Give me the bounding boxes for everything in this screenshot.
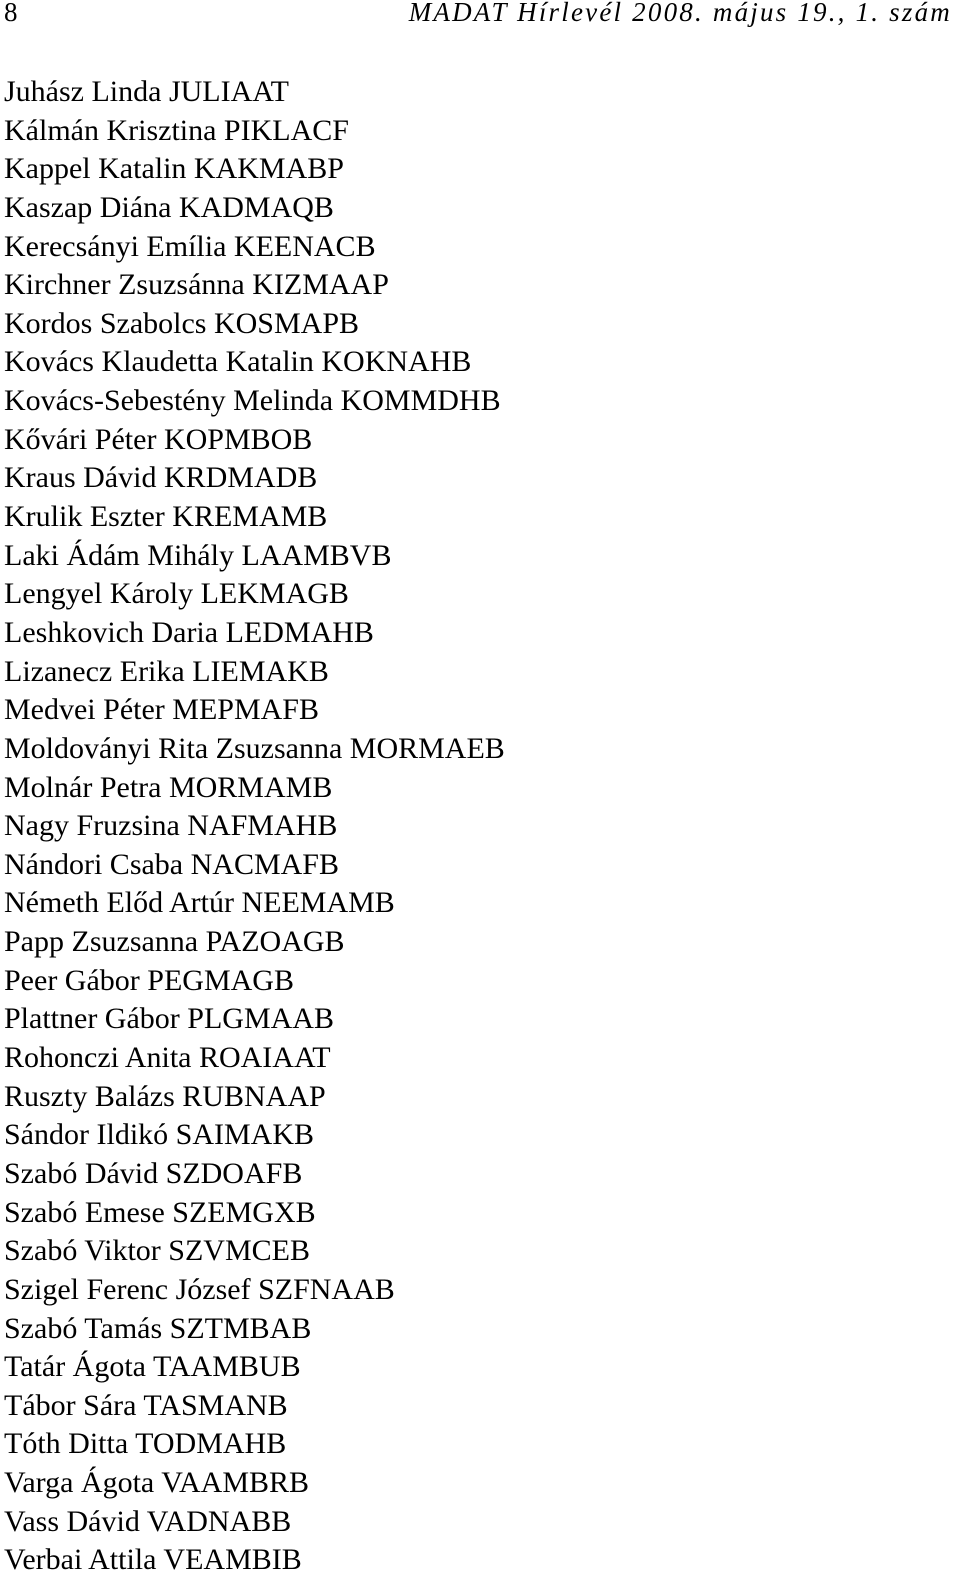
list-item: Kirchner Zsuzsánna KIZMAAP — [4, 268, 389, 302]
list-item: Plattner Gábor PLGMAAB — [4, 1002, 334, 1036]
list-item: Kálmán Krisztina PIKLACF — [4, 113, 349, 147]
list-item: Tóth Ditta TODMAHB — [4, 1427, 287, 1461]
page-header — [0, 0, 960, 30]
list-item: Ruszty Balázs RUBNAAP — [4, 1079, 326, 1113]
list-item: Kerecsányi Emília KEENACB — [4, 229, 376, 263]
running-title: MADAT Hírlevél 2008. május 19., 1. szám — [408, 0, 952, 27]
list-item: Németh Előd Artúr NEEMAMB — [4, 886, 395, 920]
list-item: Tábor Sára TASMANB — [4, 1388, 288, 1422]
list-item: Kővári Péter KOPMBOB — [4, 422, 313, 456]
list-item: Kovács Klaudetta Katalin KOKNAHB — [4, 345, 472, 379]
list-item: Krulik Eszter KREMAMB — [4, 500, 328, 534]
list-item: Vass Dávid VADNABB — [4, 1504, 292, 1538]
page-number: 8 — [4, 0, 18, 27]
name-list — [4, 73, 505, 1580]
list-item: Kappel Katalin KAKMABP — [4, 152, 344, 186]
list-item: Szabó Viktor SZVMCEB — [4, 1234, 310, 1268]
list-item: Molnár Petra MORMAMB — [4, 770, 333, 804]
list-item: Papp Zsuzsanna PAZOAGB — [4, 925, 345, 959]
list-item: Leshkovich Daria LEDMAHB — [4, 615, 374, 649]
list-item: Szabó Tamás SZTMBAB — [4, 1311, 312, 1345]
list-item: Peer Gábor PEGMAGB — [4, 963, 294, 997]
list-item: Kordos Szabolcs KOSMAPB — [4, 306, 360, 340]
list-item: Laki Ádám Mihály LAAMBVB — [4, 538, 392, 572]
list-item: Sándor Ildikó SAIMAKB — [4, 1118, 315, 1152]
list-item: Verbai Attila VEAMBIB — [4, 1543, 302, 1577]
list-item: Kovács-Sebestény Melinda KOMMDHB — [4, 384, 501, 418]
list-item: Szabó Dávid SZDOAFB — [4, 1156, 303, 1190]
list-item: Lizanecz Erika LIEMAKB — [4, 654, 329, 688]
list-item: Kraus Dávid KRDMADB — [4, 461, 318, 495]
list-item: Lengyel Károly LEKMAGB — [4, 577, 349, 611]
list-item: Nándori Csaba NACMAFB — [4, 847, 339, 881]
list-item: Nagy Fruzsina NAFMAHB — [4, 809, 338, 843]
list-item: Juhász Linda JULIAAT — [4, 75, 289, 108]
list-item: Kaszap Diána KADMAQB — [4, 190, 334, 224]
list-item: Szigel Ferenc József SZFNAAB — [4, 1272, 395, 1306]
list-item: Rohonczi Anita ROAIAAT — [4, 1041, 331, 1075]
list-item: Varga Ágota VAAMBRB — [4, 1466, 310, 1500]
list-item: Tatár Ágota TAAMBUB — [4, 1350, 301, 1384]
list-item: Medvei Péter MEPMAFB — [4, 693, 319, 727]
list-item: Szabó Emese SZEMGXB — [4, 1195, 316, 1229]
list-item: Moldoványi Rita Zsuzsanna MORMAEB — [4, 731, 505, 765]
